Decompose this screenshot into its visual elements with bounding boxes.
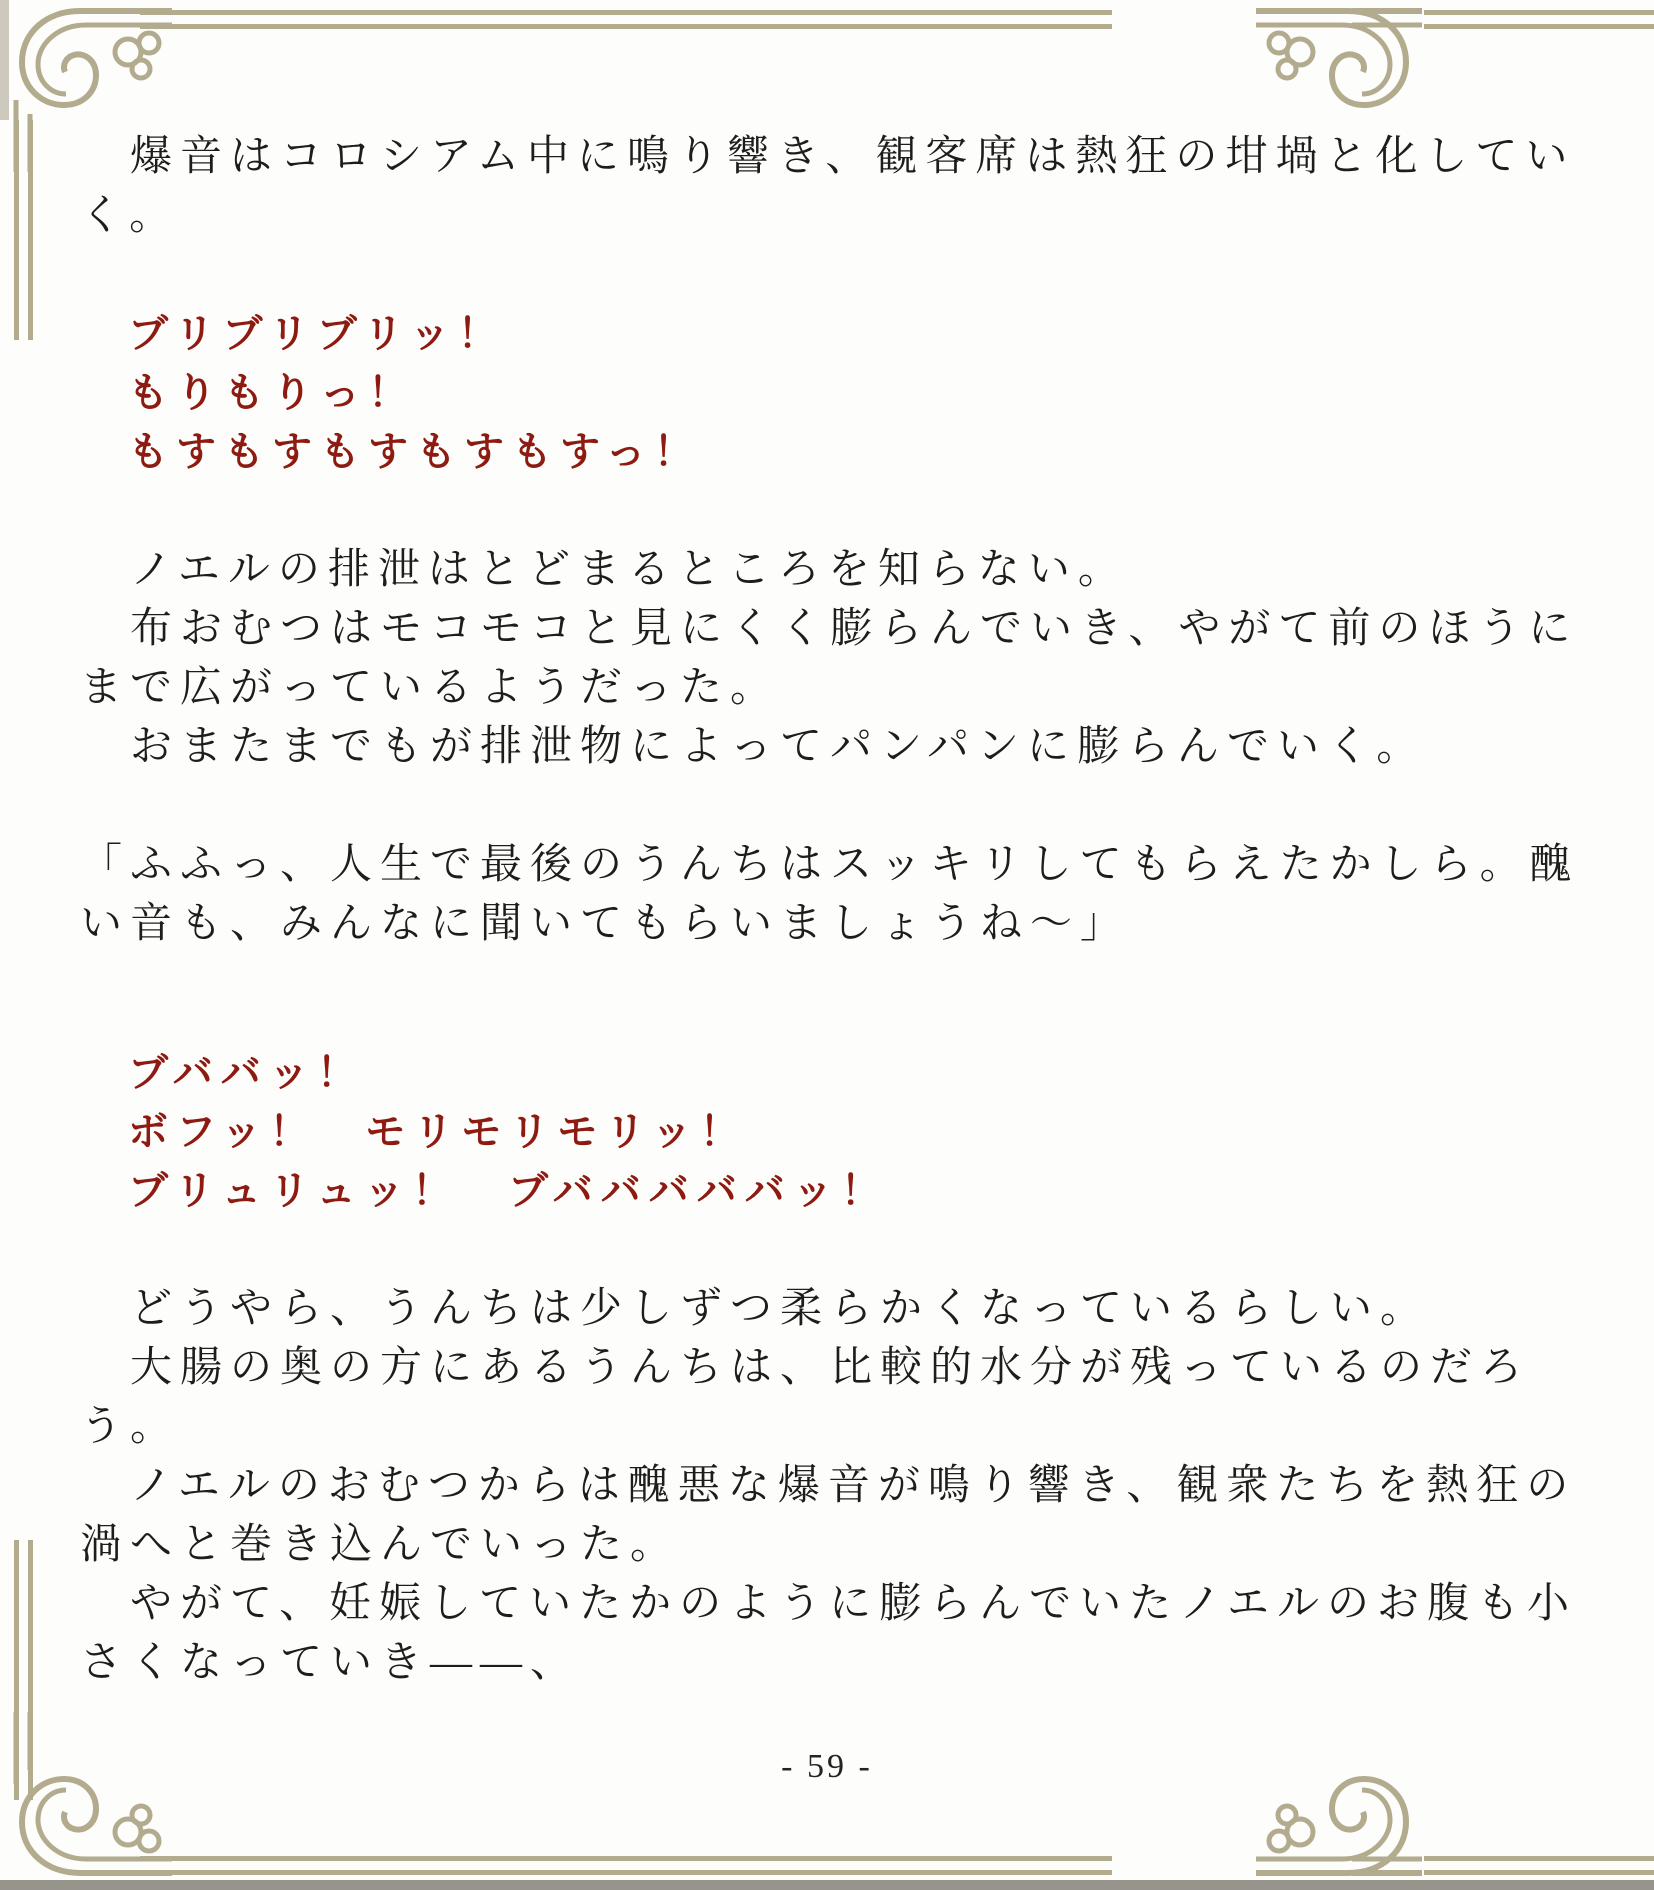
- blank-line: [80, 1221, 1610, 1280]
- text-line: さくなっていき――、: [80, 1640, 581, 1686]
- sfx-line: もすもすもすもすもすっ！: [80, 429, 702, 475]
- text-line: まで広がっているようだった。: [80, 665, 781, 711]
- dialogue-line: い音も、みんなに聞いてもらいましょうね～」: [80, 901, 1131, 947]
- text-line: ノエルのおむつからは醜悪な爆音が鳴り響き、観衆たちを熱狂の: [80, 1463, 1577, 1509]
- text-line: 爆音はコロシアム中に鳴り響き、観客席は熱狂の坩堝と化してい: [80, 134, 1576, 180]
- sfx-line: ブババッ！: [80, 1050, 365, 1096]
- frame-line-bottom-right: [1424, 1856, 1654, 1875]
- text-line: おまたまでもが排泄物によってパンパンに膨らんでいく。: [80, 724, 1427, 770]
- blank-line: [80, 482, 1610, 541]
- sfx-line: ボフッ！ モリモリモリッ！: [80, 1109, 748, 1155]
- dialogue-line: 「ふふっ、人生で最後のうんちはスッキリしてもらえたかしら。醜: [80, 842, 1580, 888]
- frame-line-top: [140, 10, 1112, 29]
- sfx-line: もりもりっ！: [80, 370, 416, 416]
- text-line: く。: [80, 193, 180, 239]
- page-number: - 59 -: [781, 1748, 873, 1785]
- scan-bottom-band: [0, 1880, 1654, 1890]
- page-text: [80, 128, 1610, 1693]
- text-line: 渦へと巻き込んでいった。: [80, 1522, 681, 1568]
- corner-ornament-icon: [1252, 1712, 1422, 1882]
- sfx-line: ブリブリブリッ！: [80, 311, 506, 357]
- text-line: 大腸の奥の方にあるうんちは、比較的水分が残っているのだろ: [80, 1345, 1531, 1391]
- text-line: どうやら、うんちは少しずつ柔らかくなっているらしい。: [80, 1286, 1431, 1332]
- text-line: 布おむつはモコモコと見にくく膨らんでいき、やがて前のほうに: [80, 606, 1579, 652]
- text-line: ノエルの排泄はとどまるところを知らない。: [80, 547, 1128, 593]
- text-line: やがて、妊娠していたかのように膨らんでいたノエルのお腹も小: [80, 1581, 1578, 1627]
- frame-line-top-right: [1424, 10, 1654, 29]
- text-line: う。: [80, 1404, 181, 1450]
- sfx-line: ブリュリュッ！ ブバババババッ！: [80, 1168, 889, 1214]
- blank-line: [80, 246, 1610, 305]
- blank-line: [80, 777, 1610, 836]
- frame-line-bottom: [140, 1856, 1112, 1875]
- blank-line: [80, 954, 1610, 1044]
- corner-ornament-icon: [6, 1712, 176, 1882]
